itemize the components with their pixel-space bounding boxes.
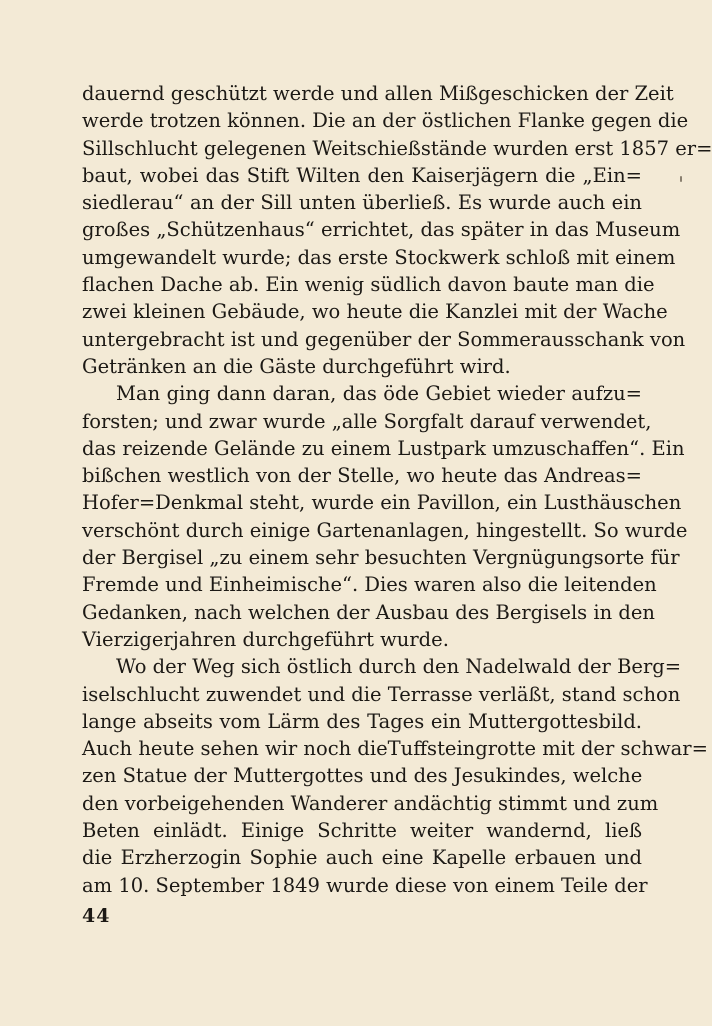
- text-line: flachen Dache ab. Ein wenig südlich davon baute man die: [82, 273, 655, 297]
- text-line: dauernd geschützt werde und allen Mißgeschicken der Zeit: [82, 82, 674, 105]
- body-text: [82, 80, 712, 899]
- text-line: Man ging dann daran, das öde Gebiet wieder aufzu=: [116, 382, 642, 406]
- text-line: Fremde und Einheimische“. Dies waren also die leitenden: [82, 573, 657, 597]
- page-number: 44: [82, 905, 111, 927]
- text-line: siedlerau“ an der Sill unten überließ. Es wurde auch ein: [82, 191, 642, 215]
- margin-mark: [680, 176, 682, 182]
- text-line: zen Statue der Muttergottes und des Jesukindes, welche: [82, 764, 643, 788]
- text-line: lange abseits vom Lärm des Tages ein Muttergottesbild.: [82, 709, 642, 733]
- text-line: umgewandelt wurde; das erste Stockwerk schloß mit einem: [82, 245, 676, 269]
- text-line: der Bergisel „zu einem sehr besuchten Vergnügungsorte für: [82, 546, 680, 570]
- text-line: Getränken an die Gäste durchgeführt wird.: [82, 354, 511, 378]
- text-line: die Erzherzogin Sophie auch eine Kapelle erbauen und: [82, 846, 642, 870]
- text-line: Vierzigerjahren durchgeführt wurde.: [82, 627, 449, 651]
- text-line: Gedanken, nach welchen der Ausbau des Bergisels in den: [82, 600, 655, 624]
- text-line: Wo der Weg sich östlich durch den Nadelwald der Berg=: [116, 655, 682, 679]
- text-line: untergebracht ist und gegenüber der Sommerausschank von: [82, 327, 686, 351]
- text-line: Hofer=Denkmal steht, wurde ein Pavillon, ein Lusthäuschen: [82, 491, 682, 515]
- text-line: Beten einlädt. Einige Schritte weiter wandernd, ließ: [82, 819, 642, 843]
- text-line: iselschlucht zuwendet und die Terrasse verläßt, stand schon: [82, 682, 681, 706]
- text-line: Auch heute sehen wir noch dieTuffsteingrotte mit der schwar=: [82, 737, 708, 761]
- text-line: baut, wobei das Stift Wilten den Kaiserjägern die „Ein=: [82, 163, 642, 187]
- text-line: Sillschlucht gelegenen Weitschießstände wurden erst 1857 er=: [82, 136, 712, 160]
- text-line: verschönt durch einige Gartenanlagen, hingestellt. So wurde: [82, 518, 688, 542]
- text-line: großes „Schützenhaus“ errichtet, das später in das Museum: [82, 218, 681, 242]
- text-line: das reizende Gelände zu einem Lustpark umzuschaffen“. Ein: [82, 436, 685, 460]
- text-line: bißchen westlich von der Stelle, wo heute das Andreas=: [82, 464, 642, 488]
- text-line: werde trotzen können. Die an der östlichen Flanke gegen die: [82, 109, 689, 133]
- text-line: forsten; und zwar wurde „alle Sorgfalt darauf verwendet,: [82, 409, 652, 433]
- text-line: den vorbeigehenden Wanderer andächtig stimmt und zum: [82, 791, 659, 815]
- text-line: am 10. September 1849 wurde diese von einem Teile der: [82, 873, 648, 897]
- text-line: zwei kleinen Gebäude, wo heute die Kanzlei mit der Wache: [82, 300, 668, 324]
